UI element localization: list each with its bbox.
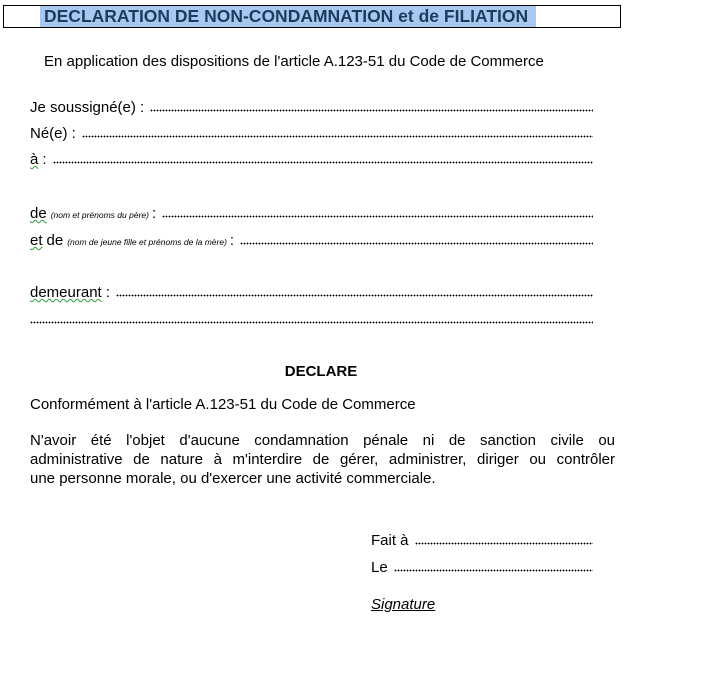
- dotted-line: [162, 205, 593, 218]
- dotted-line: [116, 284, 593, 297]
- field-label-a: à: [30, 151, 39, 168]
- field-label-de2: de: [46, 232, 64, 249]
- field-colon-pere: :: [151, 205, 157, 222]
- paragraph-line: une personne morale, ou d'exercer une activité commerciale.: [30, 470, 436, 487]
- field-ne[interactable]: [30, 125, 593, 143]
- signature-label: Signature: [371, 596, 436, 613]
- dotted-line: [394, 559, 593, 572]
- field-colon-mere: :: [229, 232, 235, 249]
- conformement-text: Conformément à l'article A.123-51 du Code de Commerce: [30, 396, 416, 413]
- field-label-soussigne: Je soussigné(e) :: [30, 99, 145, 116]
- field-mere[interactable]: [30, 232, 593, 250]
- field-a[interactable]: [30, 151, 593, 169]
- dotted-line: [53, 151, 593, 164]
- paragraph-line: N'avoir été l'objet d'aucune condamnation pénale ni de sanction civile ou: [30, 432, 615, 449]
- field-label-demeurant: demeurant: [30, 284, 102, 301]
- intro-text: En application des dispositions de l'article A.123-51 du Code de Commerce: [44, 53, 544, 70]
- dotted-line: [240, 232, 593, 245]
- field-colon-demeurant: :: [105, 284, 110, 301]
- field-label-de: de: [30, 205, 47, 222]
- field-label-et: et: [30, 232, 43, 249]
- field-label-ne: Né(e) :: [30, 125, 76, 142]
- dotted-line: [150, 99, 593, 112]
- field-colon-a: :: [42, 151, 47, 168]
- field-label-le: Le: [371, 559, 388, 576]
- field-note-mere: (nom de jeune fille et prénoms de la mère): [67, 237, 227, 247]
- field-label-fait-a: Fait à: [371, 532, 409, 549]
- declare-heading: DECLARE: [284, 363, 358, 380]
- field-soussigne[interactable]: [30, 99, 593, 117]
- field-note-pere: (nom et prénoms du père): [50, 210, 149, 220]
- field-demeurant-continued[interactable]: [30, 311, 593, 329]
- dotted-line: [30, 311, 593, 324]
- document-title: DECLARATION DE NON-CONDAMNATION et de FILIATION: [40, 6, 536, 27]
- paragraph-line: administrative de nature à m'interdire de gérer, administrer, diriger ou contrôler: [30, 451, 615, 468]
- dotted-line: [82, 125, 593, 138]
- declaration-paragraph: [30, 431, 615, 488]
- field-pere[interactable]: [30, 205, 593, 223]
- dotted-line: [415, 532, 593, 545]
- field-fait-a[interactable]: [371, 532, 593, 550]
- field-demeurant[interactable]: [30, 284, 593, 302]
- field-le[interactable]: [371, 559, 593, 577]
